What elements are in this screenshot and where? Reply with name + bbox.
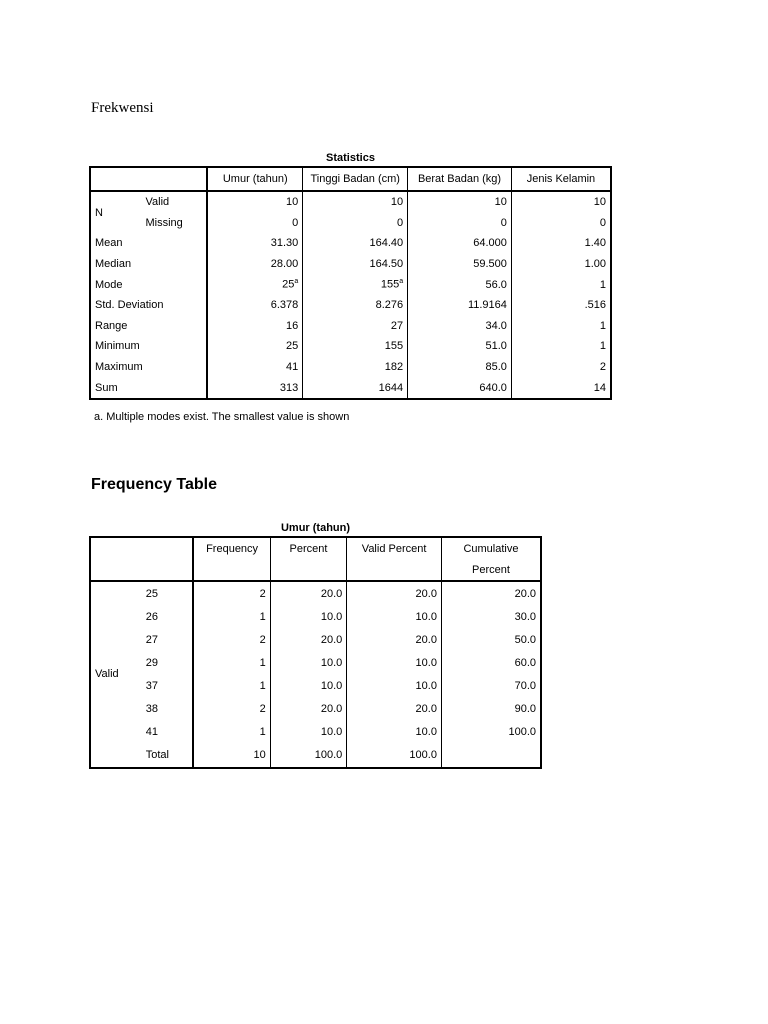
frequency-row [90, 721, 541, 744]
frequency-cell: 100.0 [347, 744, 442, 768]
stat-value: 313 [279, 381, 299, 394]
header-spacer [193, 559, 270, 581]
stat-value: 11.9164 [467, 299, 507, 312]
stat-value: 0 [599, 216, 606, 229]
column-header: Frequency [193, 537, 270, 559]
frequency-cell: 10.0 [347, 651, 442, 674]
stat-cell [303, 254, 408, 275]
stat-cell [511, 213, 611, 234]
section-title: Frequency Table [91, 476, 217, 493]
stat-cell [511, 357, 611, 378]
stat-cell [511, 274, 611, 295]
column-header: Umur (tahun) [207, 167, 303, 191]
frequency-cell: 1 [193, 651, 270, 674]
stat-value: 10 [593, 196, 606, 209]
column-header: Valid Percent [347, 537, 442, 559]
statistics-row [90, 233, 611, 254]
stat-cell [303, 274, 408, 295]
frequency-cell: 50.0 [441, 628, 541, 651]
frequency-cell: 10.0 [270, 651, 347, 674]
column-header: Cumulative [441, 537, 541, 559]
stat-value: 1644 [378, 381, 404, 394]
header-spacer [347, 559, 442, 581]
frequency-cell: 100.0 [441, 721, 541, 744]
row-group-label: N [95, 206, 103, 219]
frequency-cell: 1 [193, 674, 270, 697]
stat-value: 59.500 [473, 258, 507, 271]
statistics-row [90, 357, 611, 378]
stat-cell [408, 254, 512, 275]
stat-value: 1.40 [584, 237, 606, 250]
stat-value: 182 [384, 361, 404, 374]
header-spacer [270, 559, 347, 581]
frequency-cell: 90.0 [441, 697, 541, 720]
row-label: Mean [95, 237, 123, 250]
stat-cell [408, 191, 512, 213]
stat-cell [303, 336, 408, 357]
stat-cell [207, 316, 303, 337]
column-header: Percent [270, 537, 347, 559]
frequency-cell: 1 [193, 605, 270, 628]
stat-value: 85.0 [485, 361, 507, 374]
stat-cell [207, 213, 303, 234]
frequency-row [90, 674, 541, 697]
stat-cell [303, 316, 408, 337]
stat-cell [408, 233, 512, 254]
frequency-corner-cell [90, 537, 193, 581]
frequency-header-row [90, 537, 541, 559]
column-header: Tinggi Badan (cm) [303, 167, 408, 191]
row-label: 41 [145, 726, 158, 739]
frequency-cell [441, 744, 541, 768]
stat-cell [511, 336, 611, 357]
stat-cell [408, 213, 512, 234]
stat-cell [207, 357, 303, 378]
row-label: Minimum [95, 340, 140, 353]
frequency-row [90, 744, 541, 768]
row-label: Mode [95, 278, 123, 291]
stat-value: 25 [282, 279, 295, 291]
stat-cell [511, 295, 611, 316]
stat-value: 0 [292, 216, 299, 229]
stat-cell [511, 191, 611, 213]
stat-cell [207, 191, 303, 213]
stat-value: 1 [599, 319, 606, 332]
row-label: 38 [145, 703, 158, 716]
stat-value: 640.0 [479, 381, 507, 394]
frequency-cell: 10 [193, 744, 270, 768]
frequency-cell: 70.0 [441, 674, 541, 697]
frequency-cell: 10.0 [270, 605, 347, 628]
stat-value: 8.276 [375, 299, 404, 312]
frequency-cell: 20.0 [347, 628, 442, 651]
stat-cell [511, 377, 611, 399]
frequency-row [90, 581, 541, 605]
row-label: Maximum [95, 361, 143, 374]
stat-value: 51.0 [485, 340, 507, 353]
frequency-row [90, 605, 541, 628]
stat-value: 25 [286, 340, 299, 353]
stat-value: 155 [384, 340, 404, 353]
row-group-label: Valid [95, 668, 119, 681]
frequency-cell: 20.0 [347, 581, 442, 605]
row-label: Total [145, 749, 169, 762]
stat-value: 64.000 [473, 237, 507, 250]
frequency-cell: 10.0 [270, 721, 347, 744]
frequency-row [90, 651, 541, 674]
stat-value: 10 [494, 196, 507, 209]
stat-cell [207, 377, 303, 399]
frequency-cell: 10.0 [347, 674, 442, 697]
row-label: Valid [145, 196, 170, 209]
frequency-table [89, 536, 542, 769]
stat-cell [511, 233, 611, 254]
row-label: Std. Deviation [95, 299, 164, 312]
stat-value: 27 [390, 319, 404, 332]
stat-cell [408, 274, 512, 295]
stat-value: 164.50 [369, 258, 404, 271]
frequency-cell: 2 [193, 628, 270, 651]
stat-cell [408, 316, 512, 337]
footnote-marker: a [399, 278, 404, 286]
stat-cell [303, 377, 408, 399]
frequency-cell: 60.0 [441, 651, 541, 674]
row-label: 25 [145, 587, 158, 600]
stat-cell [408, 357, 512, 378]
stat-cell [303, 233, 408, 254]
stat-value: 34.0 [485, 319, 507, 332]
frequency-cell: 10.0 [347, 721, 442, 744]
frequency-cell: 1 [193, 721, 270, 744]
statistics-header-row [90, 167, 611, 191]
stat-value: 2 [599, 361, 606, 374]
stat-cell [303, 191, 408, 213]
frequency-title: Umur (tahun) [280, 522, 351, 534]
page-heading: Frekwensi [91, 100, 154, 116]
statistics-row [90, 274, 611, 295]
stat-value: 16 [286, 319, 299, 332]
stat-value: 10 [286, 196, 299, 209]
stat-value: 14 [593, 381, 606, 394]
stat-value: 1 [599, 278, 606, 291]
stat-cell [511, 254, 611, 275]
frequency-cell: 20.0 [270, 628, 347, 651]
frequency-row [90, 697, 541, 720]
statistics-row [90, 377, 611, 399]
stat-cell [511, 316, 611, 337]
column-header-extra: Percent [441, 559, 541, 581]
row-label: Range [95, 319, 128, 332]
footnote-marker: a [294, 278, 299, 286]
stat-cell [303, 213, 408, 234]
stat-value: 1 [599, 340, 606, 353]
statistics-corner-cell [90, 167, 207, 191]
frequency-row [90, 628, 541, 651]
frequency-cell: 20.0 [347, 697, 442, 720]
row-label: Median [95, 258, 132, 271]
stat-value: 155 [380, 279, 400, 291]
statistics-row [90, 254, 611, 275]
stat-cell [408, 377, 512, 399]
stat-value: 0 [397, 216, 404, 229]
stat-cell [303, 357, 408, 378]
statistics-footnote: a. Multiple modes exist. The smallest value is shown [94, 411, 350, 423]
frequency-cell: 100.0 [270, 744, 347, 768]
frequency-cell: 20.0 [270, 697, 347, 720]
stat-value: 41 [286, 361, 299, 374]
stat-cell [207, 274, 303, 295]
stat-value: 31.30 [270, 237, 299, 250]
statistics-table [89, 166, 612, 400]
column-header: Jenis Kelamin [511, 167, 611, 191]
stat-value: 1.00 [584, 258, 606, 271]
column-header: Berat Badan (kg) [408, 167, 512, 191]
frequency-cell: 2 [193, 697, 270, 720]
row-label: Missing [145, 216, 183, 229]
frequency-cell: 2 [193, 581, 270, 605]
statistics-row [90, 295, 611, 316]
statistics-title: Statistics [326, 152, 375, 164]
stat-value: 28.00 [270, 258, 299, 271]
frequency-cell: 10.0 [347, 605, 442, 628]
row-label: 27 [145, 633, 158, 646]
statistics-row [90, 336, 611, 357]
row-label: 29 [145, 656, 158, 669]
statistics-row [90, 316, 611, 337]
statistics-row [90, 191, 611, 213]
stat-value: 164.40 [369, 237, 404, 250]
stat-cell [207, 295, 303, 316]
stat-cell [207, 254, 303, 275]
frequency-cell: 30.0 [441, 605, 541, 628]
stat-value: 10 [390, 196, 404, 209]
row-label: Sum [95, 381, 118, 394]
frequency-cell: 20.0 [270, 581, 347, 605]
stat-value: 56.0 [485, 278, 507, 291]
stat-cell [408, 295, 512, 316]
row-label: 37 [145, 679, 158, 692]
statistics-row [90, 213, 611, 234]
stat-cell [207, 233, 303, 254]
stat-value: 6.378 [270, 299, 299, 312]
row-label: 26 [145, 610, 158, 623]
frequency-cell: 20.0 [441, 581, 541, 605]
stat-value: 0 [500, 216, 507, 229]
frequency-cell: 10.0 [270, 674, 347, 697]
stat-cell [207, 336, 303, 357]
stat-cell [408, 336, 512, 357]
stat-cell [303, 295, 408, 316]
stat-value: .516 [584, 299, 606, 312]
